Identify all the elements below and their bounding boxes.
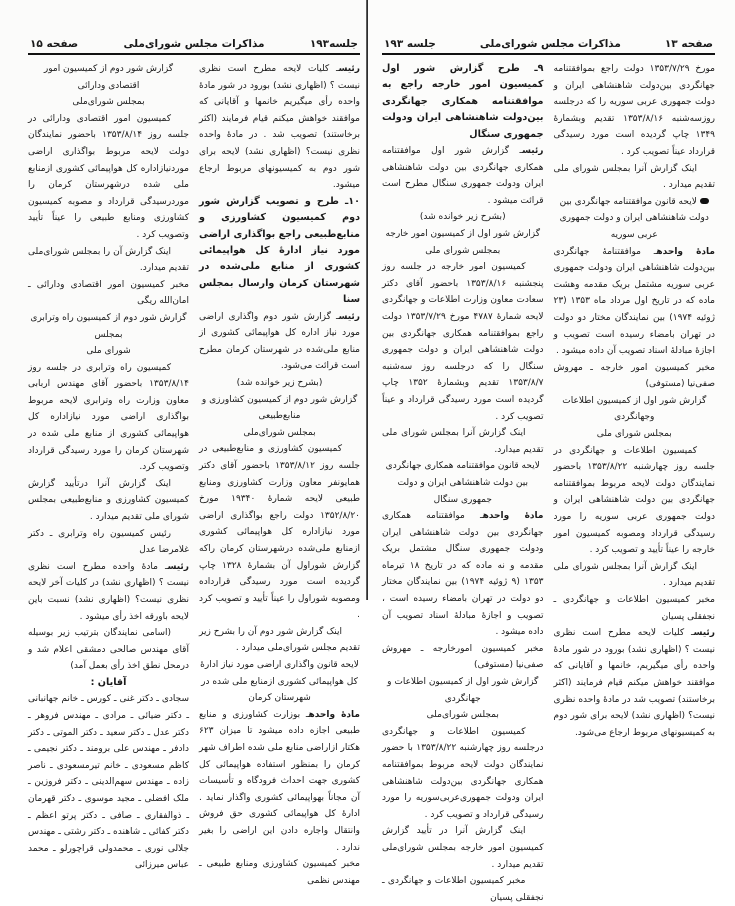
paragraph-text: اینک گزارش آنرا بمجلس شورای ملی تقدیم میدارد . [553, 163, 715, 191]
paragraph-text: کمیسیون راه وترابری در جلسه روز ۱۳۵۳/۸/۱۴ باحضور آقای مهندس اربابی معاون وزارت راه وترابری لایحه مربوط بواگذاری اراضی مورد نیازاداره کل هواپیمائی کشوری از منابع ملی شده در شهرستان کرمان را مورد رسیدگی قرارداد وتصویب کرد. [28, 362, 189, 473]
paragraph-text: مخبر کمیسیون کشاورزی ومنابع طبیعی ـ مهندس نظمی [199, 859, 360, 886]
left-page [0, 0, 368, 886]
session-label: جلسه۱۹۳ [309, 38, 358, 50]
paragraph-text: مخبر کمیسیون امور خارجه ـ مهروش صفی‌نیا (مستوفی) [553, 362, 715, 390]
running-header [382, 38, 715, 55]
paragraph [28, 360, 189, 476]
paragraph-text: اینک گزارش آنرا بمجلس شورای ملی تقدیم میدارد. [382, 428, 544, 455]
paragraph-text: رئیس کمیسیون راه وترابری ـ دکتر غلامرضا عدل [28, 528, 189, 556]
paragraph-text: لایحه قانون موافقتنامه همکاری جهانگردی بین دولت شاهنشاهی ایران و دولت جمهوری سنگال [385, 461, 540, 505]
paragraph-text: (بشرح زیر خوانده شد) [419, 212, 506, 223]
paragraph-text: اینک گزارش آنرا در تأیید گزارش کمیسیون امور خارجه بمجلس شورای‌ملی تقدیم میدارد . [382, 826, 544, 870]
speaker-label: رئیس [338, 311, 360, 322]
page-number: صفحه ۱۵ [30, 38, 79, 50]
column-right [554, 61, 716, 906]
paragraph [199, 425, 360, 442]
paragraph-text: ۹ـ طرح گزارش شور اول کمیسیون امور خارجه راجع به موافقتنامه همکاری جهانگردی بین‌دولت شاهنشاهی ایران ودولت جمهوری سنگال [382, 63, 544, 140]
paragraph-text: مخبر کمیسیون امور اقتصادی ودارائی ـ امان‌الله ریگی [28, 279, 189, 307]
column-right [199, 61, 360, 889]
paragraph-text: ـ گزارش شور دوم واگذاری اراضی مورد نیاز اداره کل هواپیمائی کشوری از منابع ملی‌شده در شهرستان کرمان مطرح است قرائت می‌شود. [199, 311, 360, 372]
paragraph-text: بمجلس شورای ملی [425, 245, 501, 256]
paragraph-text: مورخ ۱۳۵۳/۷/۲۹ دولت راجع بموافقتنامه جهانگردی بین‌دولت شاهنشاهی ایران و دولت جمهوری عربی سوریه را که درجلسه روزسه‌شنبه ۱۳۵۳/۸/۱۶ تقدیم وبشمارهٔ ۱۳۴۹ چاپ گردیده است مورد رسیدگی قرارداد عیناً تصویب کرد . [553, 64, 715, 157]
paragraph [28, 94, 189, 111]
paragraph-text: کمیسیون اطلاعات و جهانگردی درجلسه روز چهارشنبه ۱۳۵۳/۸/۲۲ با حضور نمایندگان دولت لایحه مربوط بموافقتنامه همکاری جهانگردی بین‌دولت شاهنشاهی ایران ودولت جمهوری‌عربی‌سوریه را مورد رسیدگی قرارداد و تصویب کرد . [382, 726, 544, 820]
paragraph [382, 508, 544, 641]
paragraph-text: مخبر کمیسیون امورخارجه ـ مهروش صفی‌نیا (مستوفی) [382, 643, 544, 671]
paragraph-text: گزارش شور اول از کمیسیون امور خارجه [385, 229, 541, 239]
paragraph [28, 559, 189, 625]
paragraph-text: اینک گزارش آنرا درتأیید گزارش کمیسیون کشاورزی و منابع‌طبیعی بمجلس شورای ملی تقدیم میدارد . [28, 478, 189, 523]
paragraph-text: گزارش شور اول از کمیسیون اطلاعات و جهانگردی [387, 677, 539, 704]
speaker-label: رئیس [522, 146, 544, 157]
paragraph [382, 243, 544, 260]
paragraph [199, 392, 360, 425]
paragraph [554, 443, 716, 559]
paragraph-text: گزارش شور دوم از کمیسیون کشاورزی و منابع‌طبیعی [201, 394, 358, 422]
section-heading [382, 61, 544, 143]
paragraph-text: ۱۰ـ طرح و تصویب گزارش شور دوم کمیسیون کشاورزی و منابع‌طبیعی راجع بواگذاری اراضی مورد نیاز ادارهٔ کل هواپیمائی کشوری از منابع ملی‌شده در شهرستان کرمان وارسال بمجلس سنا [199, 195, 360, 306]
paragraph-text: اینک گزارش شور دوم آن را بشرح زیر تقدیم مجلس شورای‌ملی میدارد . [199, 626, 360, 654]
right-page [368, 0, 735, 903]
journal-title: مذاکرات مجلس شورای‌ملی [479, 38, 621, 50]
paragraph [554, 244, 716, 360]
paragraph [28, 526, 189, 559]
paragraph [28, 61, 189, 94]
paragraph-text: ـ گزارش شور اول موافقتنامه همکاری جهانگردی بین دولت شاهنشاهی ایران ودولت جمهوری سنگال مطرح است قرائت میشود . [382, 146, 544, 206]
paragraph [382, 458, 544, 508]
paragraph-text: مخبر کمیسیون اطلاعات و جهانگردی ـ نجفقلی پسیان [553, 595, 715, 622]
paragraph-text: لایحه قانون واگذاری اراضی مورد نیاز ادارهٔ کل هواپیمائی کشوری ازمنابع ملی شده در شهرستان کرمان [200, 660, 359, 704]
paragraph [28, 310, 189, 343]
paragraph-text: بمجلس شورای‌ملی [243, 427, 316, 438]
paragraph-text: ـ مادهٔ واحده مطرح است نظری نیست ؟ (اظهاری نشد) در کلیات آخر لایحه نظری نیست؟ (اظهاری نشد) نسبت باین لایحه باورقه اخذ رأی میشود . [28, 561, 189, 622]
paragraph [28, 111, 189, 244]
paragraph [554, 61, 716, 161]
paragraph-text: ـ موافقتنامه همکاری جهانگردی بین دولت شاهنشاهی ایران ودولت جمهوری سنگال مشتمل بریک مقدمه و نه ماده که در تاریخ ۱۸ تیرماه ۱۳۵۳ (۹ ژوئیه ۱۹۷۴) بین نمایندگان مختار دو دولت در تهران بامضاء رسیده است ، تصویب و اجازهٔ مبادلهٔ اسناد تصویب آن داده میشود . [382, 511, 544, 638]
paragraph [199, 61, 360, 194]
paragraph [199, 309, 360, 375]
paragraph-text: اینک گزارش آن را بمجلس شورای‌ملی تقدیم میدارد. [28, 246, 189, 274]
paragraph-text: ـ موافقتنامهٔ جهانگردی بین‌دولت شاهنشاهی ایران ودولت جمهوری عربی سوریه مشتمل بریک مقدمه وهشت ماده که در تاریخ اول مرداد ماه ۱۳۵۳ (۲۳ ژوئیه ۱۹۷۴) بین نمایندگان مختار دو دولت در تهران بامضاء رسیده است تصویب و اجازهٔ مبادلهٔ اسناد تصویب آن داده میشود . [553, 246, 715, 357]
paragraph [554, 559, 716, 592]
paragraph [554, 360, 716, 393]
paragraph-text: کمیسیون امور اقتصادی ودارائی در جلسه روز ۱۳۵۳/۸/۱۴ باحضور نمایندگان دولت لایحه مربوط بواگذاری اراضی موردنیازاداره کل هواپیمائی کشوری ازمنابع ملی شده درشهرستان کرمان را موردرسیدگی قرارداد و مصوبه کمیسیون کشاورزی ومنابع طبیعی را عیناً تأیید وتصویب کرد . [28, 113, 189, 240]
paragraph [28, 277, 189, 310]
paragraph [199, 624, 360, 657]
paragraph-text: ـ بوزارت کشاورزی و منابع طبیعی اجازه داده میشود تا میزان ۶۲۳ هکتار ازاراضی منابع ملی شده اطراف شهر کرمان را بمنظور استفاده هواپیمائی کل کشوری جهت احداث فرودگاه و تأسیسات آن مجاناً بهواپیمائی کشوری واگذار نماید . ادارهٔ کل هواپیمائی کشوری حق فروش وانتقال واجاره دادن این اراضی را بغیر ندارد . [199, 709, 360, 853]
paragraph [554, 426, 716, 443]
paragraph-text: گزارش شور اول از کمیسیون اطلاعات وجهانگردی [562, 395, 707, 423]
paragraph [199, 856, 360, 889]
paragraph-text: گزارش شور دوم از کمیسیون امور اقتصادی ودارائی [43, 64, 174, 91]
paragraph [28, 691, 189, 874]
paragraph [382, 641, 544, 674]
paragraph-text: (بشرح زیر خوانده شد) [236, 377, 323, 388]
paragraph [382, 873, 544, 906]
paragraph [199, 707, 360, 856]
paragraph-text: کمیسیون اطلاعات و جهانگردی در جلسه روز چهارشنبه ۱۳۵۳/۸/۲۲ باحضور نمایندگان دولت لایحه مربوط بموافقتنامه جهانگردی بین دولت شاهنشاهی ایران و دولت جمهوری عربی سوریه را مورد رسیدگی قرارداد ومصوبه کمیسیون امور خارجه را عیناً تأیید و تصویب کرد . [553, 445, 715, 556]
paragraph-text: (اسامی نمایندگان بترتیب زیر بوسیله آقای مهندس صالحی دمشقی اعلام شد و درمحل نطق اخذ رأی بعمل آمد) [28, 628, 189, 672]
paragraph [199, 375, 360, 392]
paragraph [554, 592, 716, 625]
paragraph [382, 259, 544, 425]
paragraph [28, 625, 189, 675]
speaker-label: مادهٔ واحده [656, 246, 716, 257]
paragraph-text: ـ کلیات لایحه مطرح است نظری نیست ؟ (اظهاری نشد) بورود در شور مادهٔ واحده رأی میگیریم خانمها و آقایانی که موافقند خواهش میکنم قیام فرمایند (اکثر برخاستند) تصویب شد . در مادهٔ واحده نظری نیست؟ (اظهاری نشد) لایحه برای شور دوم به کمیسیونهای مربوط ارجاع میشود. [199, 64, 360, 191]
journal-title: مذاکرات مجلس شورای‌ملی [123, 38, 265, 50]
speaker-label: رئیس [167, 561, 189, 572]
paragraph-text: اینک گزارش آنرا بمجلس شورای ملی تقدیم میدارد . [553, 561, 715, 589]
paragraph-text: بمجلس شورای ملی [596, 429, 672, 440]
paragraph [554, 393, 716, 426]
paragraph [28, 343, 189, 360]
paragraph [382, 674, 544, 707]
section-heading [199, 194, 360, 309]
speaker-label: رئیس [338, 64, 360, 74]
paragraph-text: لایحه قانون موافقتنامه جهانگردی بین دولت شاهنشاهی ایران و دولت جمهوری عربی سوریه [559, 196, 709, 240]
paragraph-text: بمجلس شورای‌ملی [426, 710, 499, 721]
ink-mark-icon [700, 198, 709, 204]
paragraph-text: کمیسیون امور خارجه در جلسه روز پنجشنبه ۱۳۵۳/۸/۱۶ باحضور آقای دکتر سعادت معاون وزارت اطلاعات و جهانگردی لایحه شمارهٔ ۴۷۸۷ مورخ ۱۳۵۳/۷/۲۹ دولت راجع بموافقتنامه همکاری جهانگردی بین دولت شاهنشاهی ایران و دولت جمهوری سنگال را که درجلسه روز سه‌شنبه ۱۳۵۳/۸/۷ تقدیم وبشمارهٔ ۱۳۵۲ چاپ گردیده است مورد رسیدگی قرارداد و عیناً تصویب کرد . [382, 262, 544, 422]
paragraph-text: شورای ملی [86, 346, 131, 357]
running-header [28, 38, 360, 55]
paragraph [382, 707, 544, 724]
paragraph [28, 476, 189, 526]
speaker-label: مادهٔ واحده [482, 511, 544, 522]
paragraph-text: کمیسیون کشاورزی و منابع‌طبیعی در جلسه روز ۱۳۵۳/۸/۱۲ باحضور آقای دکتر همایونفر معاون وزارت کشاورزی ومنابع طبیعی لایحه شمارهٔ ۱۹۳۴۰ مورخ ۱۳۵۲/۸/۲۰ دولت راجع بواگذاری اراضی مورد نیازاداره کل هواپیمائی کشوری ازمنابع ملی‌شده درشهرستان کرمان راکه گزارش شوراول آن بشمارهٔ ۱۳۲۸ چاپ گردیده است مورد رسیدگی قرارداده ومصوبه شوراول را عیناً تأیید و تصویب کرد . [199, 444, 360, 621]
paragraph [554, 625, 716, 741]
paragraph [382, 209, 544, 226]
column-left [382, 61, 544, 906]
paragraph-text: سجادی ـ دکتر غنی ـ کورس ـ خانم جهانبانی ـ دکتر ضیائی ـ مرادی ـ مهندس فروهر ـ دکتر عدل ـ دکتر سعید ـ دکتر الموتی ـ دکتر دادفر ـ مهندس علی برومند ـ دکتر نجیمی ـ کاظم مسعودی ـ خانم تیرمسعودی ـ ناصر زاده ـ مهندس سهم‌الدینی ـ دکتر فروزین ـ ملک افضلی ـ مجید موسوی ـ دکتر قهرمان ـ ذوالفقاری ـ صافی ـ دکتر پرتو اعظم ـ دکتر کفائی ـ شاهنده ـ دکتر رشتی ـ مهندس جلالی نوری ـ محمدولی قراچورلو ـ محمد عباس میرزائی [27, 694, 189, 871]
speaker-label: مادهٔ واحده [308, 709, 360, 720]
paragraph-text: آقایان : [90, 676, 127, 688]
session-label: جلسه ۱۹۳ [384, 38, 436, 50]
paragraph [199, 657, 360, 707]
paragraph [199, 441, 360, 624]
paragraph [554, 161, 716, 194]
paragraph [382, 425, 544, 458]
paragraph-text: بمجلس شورای‌ملی [72, 97, 145, 108]
section-heading [28, 675, 189, 691]
paragraph [28, 244, 189, 277]
paragraph [382, 724, 544, 824]
paragraph [554, 194, 716, 244]
paragraph [382, 823, 544, 873]
paragraph [382, 143, 544, 209]
paragraph-text: ـ کلیات لایحه مطرح است نظری نیست ؟ (اظهاری نشد) بورود در شور مادهٔ واحده رأی میگیریم، خانمها و آقایانی که موافقند خواهش میکنم قیام فرمایند (اکثر برخاستند) تصویب شد در مادهٔ واحده نظری نیست؟ (اظهاری نشد) لایحه برای شور دوم به کمیسیونهای مربوط ارجاع می‌شود. [553, 628, 715, 738]
paragraph-text: گزارش شور دوم از کمیسیون راه وترابری بمجلس [30, 312, 187, 340]
page-number: صفحه ۱۳ [664, 38, 713, 50]
column-left [28, 61, 189, 889]
speaker-label: رئیس [693, 628, 715, 639]
paragraph [382, 226, 544, 243]
paragraph-text: مخبر کمیسیون اطلاعات و جهانگردی ـ نجفقلی پسیان [382, 876, 544, 903]
